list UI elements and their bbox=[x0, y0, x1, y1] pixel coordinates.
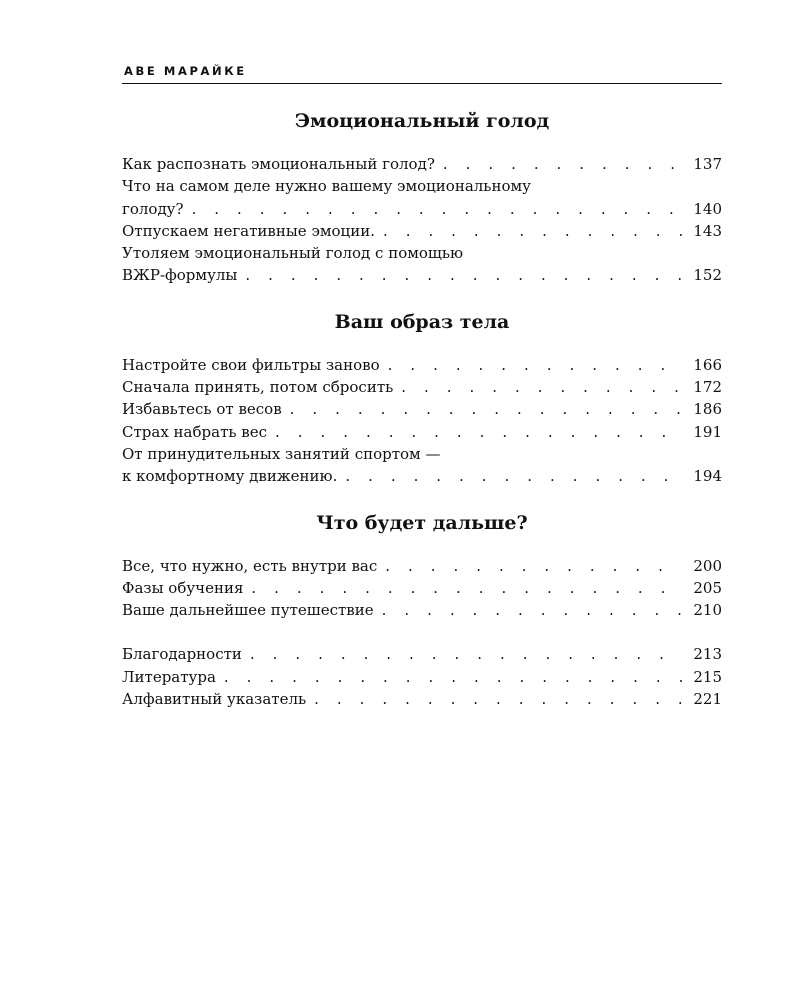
toc-entry-title: Литература bbox=[122, 667, 216, 686]
toc-entry-line bbox=[122, 376, 722, 398]
header-rule bbox=[122, 83, 722, 84]
toc-entry bbox=[122, 153, 722, 175]
toc-entry bbox=[122, 242, 722, 287]
dot-leader bbox=[243, 577, 682, 599]
dot-leader bbox=[377, 555, 682, 577]
toc-section bbox=[122, 508, 722, 622]
toc-entry bbox=[122, 398, 722, 420]
toc-page-number: 213 bbox=[682, 643, 722, 665]
toc-entry-line bbox=[122, 555, 722, 577]
toc-section bbox=[122, 307, 722, 488]
toc-entry-line bbox=[122, 643, 722, 665]
toc-entry-line bbox=[122, 153, 722, 175]
toc-entry-title-line-1: Что на самом деле нужно вашему эмоциональному bbox=[122, 177, 531, 196]
toc-entry-title: Все, что нужно, есть внутри вас bbox=[122, 556, 378, 575]
dot-leader bbox=[267, 421, 682, 443]
section-title: Эмоциональный голод bbox=[294, 110, 550, 132]
section-entries bbox=[122, 354, 722, 488]
toc-entry bbox=[122, 354, 722, 376]
dot-leader bbox=[374, 599, 682, 621]
dot-leader bbox=[216, 666, 682, 688]
toc-page-number: 152 bbox=[682, 264, 722, 286]
section-entries bbox=[122, 555, 722, 622]
toc-entry-line bbox=[122, 220, 722, 242]
toc-page-number: 200 bbox=[682, 555, 722, 577]
toc-entry-title: голоду? bbox=[122, 199, 184, 218]
section-title: Ваш образ тела bbox=[334, 310, 510, 333]
toc-entry-title: Как распознать эмоциональный голод? bbox=[122, 155, 435, 173]
toc-page-number: 221 bbox=[682, 688, 722, 710]
toc-entry bbox=[122, 555, 722, 577]
toc-entry-title: Благодарности bbox=[122, 645, 242, 664]
toc-page-number: 194 bbox=[682, 465, 722, 487]
toc-entry bbox=[122, 443, 722, 488]
toc-page-number: 205 bbox=[682, 577, 722, 599]
toc-page-number: 191 bbox=[682, 421, 722, 443]
section-entries bbox=[122, 153, 722, 287]
toc-entry-line bbox=[122, 354, 722, 376]
toc-entry-title-line-1: Утоляем эмоциональный голод с помощью bbox=[122, 244, 464, 263]
toc-page-number: 137 bbox=[682, 153, 722, 175]
toc-entry bbox=[122, 666, 722, 688]
toc-entry bbox=[122, 688, 722, 710]
toc-entry-title: Страх набрать вес bbox=[122, 422, 268, 441]
toc-entry-line bbox=[122, 599, 722, 621]
toc-entry-title: Сначала принять, потом сбросить bbox=[122, 378, 394, 397]
toc-page-number: 172 bbox=[682, 376, 722, 398]
toc-entry bbox=[122, 421, 722, 443]
running-head: АВЕ МАРАЙКЕ bbox=[124, 64, 247, 78]
toc-entry-title-line-1: От принудительных занятий спортом — bbox=[122, 444, 441, 463]
dot-leader bbox=[184, 198, 682, 220]
toc-page-number: 143 bbox=[682, 220, 722, 242]
toc-entry bbox=[122, 577, 722, 599]
toc-entry-title: Фазы обучения bbox=[122, 578, 244, 597]
toc-back-matter bbox=[122, 643, 722, 710]
toc-entry-title: Ваше дальнейшее путешествие bbox=[122, 601, 374, 620]
toc-entry bbox=[122, 376, 722, 398]
dot-leader bbox=[282, 398, 682, 420]
table-of-contents bbox=[122, 106, 722, 710]
dot-leader bbox=[306, 688, 682, 710]
toc-page-number: 210 bbox=[682, 599, 722, 621]
dot-leader bbox=[375, 220, 682, 242]
dot-leader bbox=[393, 376, 682, 398]
toc-entry-title: к комфортному движению. bbox=[122, 467, 338, 486]
toc-entry-line bbox=[122, 421, 722, 443]
section-title: Что будет дальше? bbox=[316, 511, 528, 534]
toc-entry-line bbox=[122, 465, 722, 487]
toc-page-number: 186 bbox=[682, 398, 722, 420]
toc-entry-title: ВЖР-формулы bbox=[122, 266, 238, 285]
toc-entry-line bbox=[122, 264, 722, 286]
toc-entry-line bbox=[122, 577, 722, 599]
toc-page-number: 215 bbox=[682, 666, 722, 688]
dot-leader bbox=[237, 264, 682, 286]
toc-page-number: 140 bbox=[682, 198, 722, 220]
dot-leader bbox=[380, 354, 682, 376]
toc-page-number: 166 bbox=[682, 354, 722, 376]
toc-entry-line bbox=[122, 398, 722, 420]
toc-entry-line bbox=[122, 198, 722, 220]
toc-entry bbox=[122, 599, 722, 621]
toc-entry-title: Отпускаем негативные эмоции. bbox=[122, 221, 375, 240]
toc-entry-title: Избавьтесь от весов bbox=[122, 400, 282, 419]
toc-entry bbox=[122, 220, 722, 242]
toc-entry-line bbox=[122, 688, 722, 710]
toc-entry-title: Алфавитный указатель bbox=[122, 690, 307, 709]
toc-entry-title: Настройте свои фильтры заново bbox=[122, 355, 380, 374]
dot-leader bbox=[435, 153, 682, 175]
toc-entry-line bbox=[122, 666, 722, 688]
toc-entry bbox=[122, 175, 722, 220]
toc-entry bbox=[122, 643, 722, 665]
dot-leader bbox=[337, 465, 682, 487]
dot-leader bbox=[242, 643, 682, 665]
toc-sections bbox=[122, 106, 722, 621]
toc-section bbox=[122, 106, 722, 287]
